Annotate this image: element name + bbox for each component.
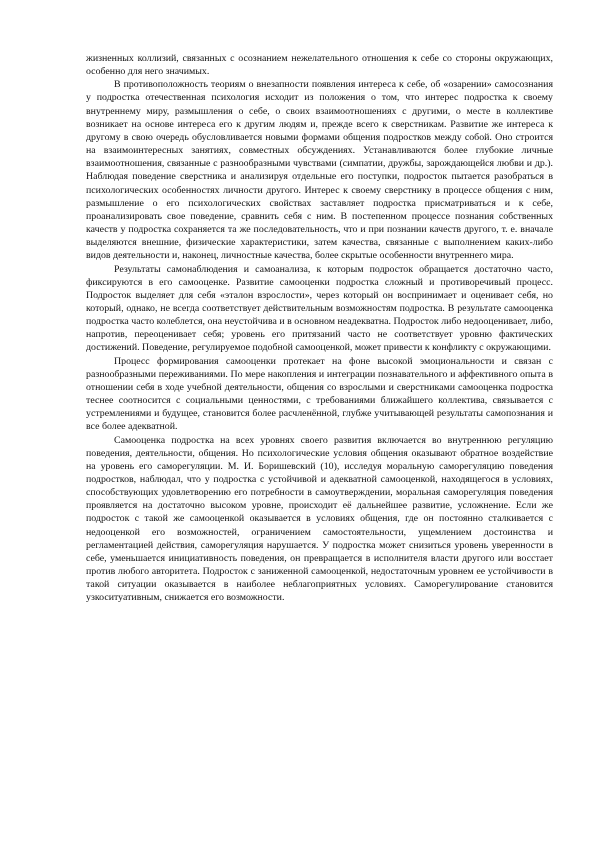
document-page bbox=[86, 52, 553, 605]
paragraph-2-self-awareness-origin: В противоположность теориям о внезапности появления интереса к себе, об «озарении» самосознания у подростка отечественная психология исходит из положения о том, что интерес подростка к своему внутреннему миру, размышления о себе, о своих взаимоотношениях с другими, о месте в коллективе возникает на основе интереса его к другим людям и, прежде всего к сверстникам. Развитие же интереса к другому в свою очередь обусловливается новыми формами общения подростков между собой. Оно строится на взаимоинтересных занятиях, совместных обсуждениях. Устанавливаются более глубокие личные взаимоотношения, связанные с разнообразными чувствами (симпатии, дружбы, зарождающейся любви и др.). Наблюдая поведение сверстника и анализируя отдельные его поступки, подросток пытается разобраться в психологических особенностях личности другого. Интерес к своему сверстнику в процессе общения с ним, размышление о его психологических свойствах заставляет подростка присматриваться и к себе, проанализировать свое поведение, сравнить себя с ним. В постепенном процессе познания собственных качеств у подростка сохраняется та же последовательность, что и при познании качеств другого, т. е. вначале выделяются внешние, физические характеристики, затем качества, связанные с выполнением каких-либо видов деятельности и, наконец, личностные качества, более скрытые особенности внутреннего мира. bbox=[86, 79, 553, 262]
paragraph-3-self-assessment-results: Результаты самонаблюдения и самоанализа, к которым подросток обращается достаточно часто, фиксируются в его самооценке. Развитие самооценки подростка сложный и противоречивый процесс. Подросток выделяет для себя «эталон взрослости», через который он воспринимает и оценивает себя, но который, однако, не всегда соответствует действительным возможностям подростка. В результате самооценка подростка часто колеблется, она неустойчива и в основном неадекватна. Подросток либо недооценивает, либо, напротив, переоценивает себя; уровень его притязаний часто не соответствует уровню фактических достижений. Поведение, регулируемое подобной самооценкой, может привести к конфликту с окружающими. bbox=[86, 263, 553, 354]
paragraph-1-continuation: жизненных коллизий, связанных с осознанием нежелательного отношения к себе со стороны окружающих, особенно для него значимых. bbox=[86, 53, 553, 78]
paragraph-4-self-assessment-formation: Процесс формирования самооценки протекает на фоне высокой эмоциональности и связан с разнообразными переживаниями. По мере накопления и интеграции познавательного и аффективного опыта в отношении себя в ходе учебной деятельности, общения со взрослыми и сверстниками самооценка подростка теснее соотносится с социальными ценностями, с требованиями ближайшего коллектива, связывается с устремлениями и будущее, становится более расчленённой, глубже учитывающей результаты самопознания и все более адекватной. bbox=[86, 355, 553, 433]
paragraph-5-self-regulation: Самооценка подростка на всех уровнях своего развития включается во внутреннюю регуляцию поведения, деятельности, общения. Но психологические условия общения оказывают обратное воздействие на уровень его саморегуляции. М. И. Боришевский (10), исследуя моральную саморегуляцию поведения подростков, наблюдал, что у подростка с устойчивой и адекватной самооценкой, находящегося в условиях, способствующих удовлетворению его потребности в самоутверждении, моральная саморегуляция поведения проявляется на достаточно высоком уровне, происходит её дальнейшее развитие, усложнение. Если же подросток с такой же самооценкой оказывается в условиях общения, где он постоянно сталкивается с недооценкой его возможностей, ограничением самостоятельности, ущемлением достоинства и регламентацией действия, саморегуляция нарушается. У подростка может снизиться уровень уверенности в себе, уменьшается инициативность поведения, он превращается в исполнителя власти другого или восстает против любого авторитета. Подросток с заниженной самооценкой, недостаточным уровнем ее устойчивости в такой ситуации оказывается в наиболее неблагоприятных условиях. Саморегулирование становится узкоситуативным, снижается его возможности. bbox=[86, 434, 553, 604]
